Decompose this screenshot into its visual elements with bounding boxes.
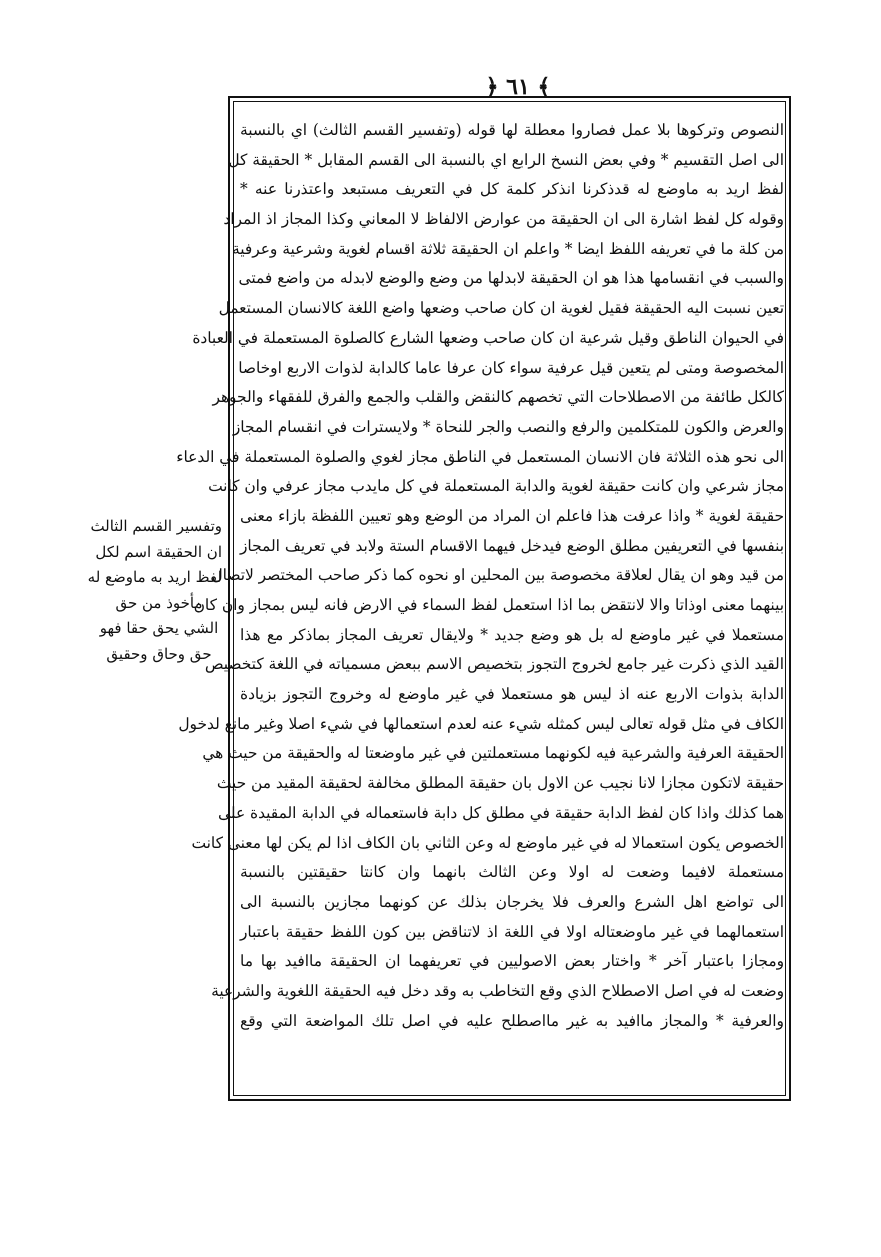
- text-line: بنفسها في التعريفين مطلق الوضع فيدخل فيهما الاقسام الستة ولابد في تعريف المجاز: [240, 536, 784, 555]
- text-line: الى نحو هذه الثلاثة فان الانسان المستعمل في الناطق مجاز لغوي والصلوة المستعملة في الدعاء: [176, 447, 784, 466]
- margin-note-line: وتفسير القسم الثالث: [90, 517, 222, 535]
- main-text: [176, 116, 784, 1096]
- text-line: مستعملة لافيما وضعت له اولا وعن الثالث بانهما وان كانتا حقيقتين بالنسبة: [240, 863, 784, 882]
- text-line: كالكل طائفة من الاصطلاحات التي تخصهم كالنقض والقلب والجمع والفرق للفقهاء والجوهر: [212, 388, 784, 407]
- text-line: والسبب في انقسامها هذا هو ان الحقيقة لابدلها من وضع والوضع لابدله من واضع فمتى: [238, 269, 784, 288]
- text-line: من كلة ما في تعريفه اللفظ ايضا * واعلم ان الحقيقة ثلاثة اقسام لغوية وشرعية وعرفية: [231, 239, 784, 258]
- text-line: مستعملا في غير ماوضع له بل هو وضع جديد * ولايقال تعريف المجاز بماذكر مع هذا: [240, 625, 784, 644]
- text-line: القيد الذي ذكرت غير جامع لخروج التجوز بتخصيص الاسم ببعض مسمياته في اللغة كتخصيص: [204, 655, 784, 674]
- text-line: المخصوصة ومتى لم يتعين قيل عرفية سواء كان عرفا عاما كالدابة لذوات الاربع اوخاصا: [238, 358, 784, 377]
- text-line: النصوص وتركوها بلا عمل فصاروا معطلة لها قوله (وتفسير القسم الثالث) اي بالنسبة: [240, 121, 784, 139]
- text-line: بينهما معنى اوذاتا والا لانتقض بما اذا استعمل لفظ السماء في الارض فانه ليس بمجاز وان كان: [193, 596, 784, 614]
- text-line: الدابة بذوات الاربع عنه اذ ليس هو مستعملا في غير ماوضع له وخروج التجوز بزيادة: [240, 685, 784, 704]
- text-line: وضعت له في اصل الاصطلاح الذي وقع التخاطب به وقد دخل فيه الحقيقة اللغوية والشرعية: [211, 981, 784, 1000]
- text-line: لفظ اريد به ماوضع له قدذكرنا انذكر كلمة كل في التعريف مستبعد واعتذرنا عنه *: [240, 180, 784, 199]
- margin-note: [87, 514, 222, 667]
- text-line: في الحيوان الناطق وقيل شرعية ان كان صاحب وضعها الشارع كالصلوة المستعملة في العبادة: [192, 328, 784, 347]
- text-line: الى تواضع اهل الشرع والعرف فلا يخرجان بذلك عن كونهما مجازين بالنسبة الى: [240, 892, 784, 911]
- text-line: حقيقة لغوية * واذا عرفت هذا فاعلم ان المراد من الوضع وهو تعيين اللفظة بازاء معنى: [240, 506, 784, 525]
- text-line: مجاز شرعي وان كانت حقيقة لغوية والدابة المستعملة في كل مايدب مجاز عرفي وان كانت: [208, 477, 784, 496]
- text-line: من قيد وهو ان يقال لعلاقة مخصوصة بين المحلين او نحوه كما ذكر صاحب المختصر لاتصال: [211, 566, 784, 585]
- margin-note-line: لفظ اريد به ماوضع له: [87, 568, 222, 586]
- text-line: تعين نسبت اليه الحقيقة فقيل لغوية ان كان صاحب وضعها واضع اللغة كالانسان المستعمل: [218, 299, 784, 318]
- text-line: الخصوص يكون استعمالا له في غير ماوضع له وعن الثاني بان الكاف اذا لم يكن لها معنى كانت: [191, 833, 784, 852]
- text-line: ومجازا باعتبار آخر * واختار بعض الاصوليين في تعريفهما ان الحقيقة ماافيد بها ما: [240, 952, 784, 971]
- text-line: والعرض والكون للمتكلمين والرفع والنصب والجر للنحاة * ولايسترات في انقسام المجاز: [232, 417, 784, 436]
- text-line: الى اصل التقسيم * وفي بعض النسخ الرابع اي بالنسبة الى القسم المقابل * الحقيقة كل: [228, 150, 784, 169]
- margin-note-line: مأخوذ من حق: [115, 593, 203, 612]
- text-line: الكاف في مثل قوله تعالى ليس كمثله شيء عنه لعدم استعمالها في شيء اصلا وغير مانع لدخول: [178, 714, 784, 733]
- text-line: حقيقة لاتكون مجازا لانا نجيب عن الاول بان حقيقة المطلق مخالفة لحقيقة المقيد من حيث: [216, 774, 784, 793]
- text-line: استعمالهما في غير ماوضعتاله اولا في اللغة اذ لاتناقض بين كون اللفظ حقيقة باعتبار: [240, 922, 784, 941]
- margin-note-line: الشي يحق حقا فهو: [99, 619, 219, 637]
- page-number: ﴿ ٦١ ﴾: [485, 74, 551, 100]
- margin-note-line: ان الحقيقة اسم لكل: [95, 542, 222, 561]
- text-line: هما كذلك واذا كان لفظ الدابة حقيقة في مطلق كل دابة فاستعماله في الدابة المقيدة على: [218, 803, 784, 822]
- text-line: وقوله كل لفظ اشارة الى ان الحقيقة من عوارض الالفاظ لا المعاني وكذا المجاز اذ المراد: [223, 210, 784, 229]
- text-line: والعرفية * والمجاز ماافيد به غير مااصطلح عليه في اصل تلك المواضعة التي وقع: [240, 1011, 784, 1030]
- text-line: الحقيقة العرفية والشرعية فيه لكونهما مستعملتين في غير ماوضعتا له والحقيقة من حيث هي: [202, 744, 784, 763]
- margin-note-line: حق وحاق وحقيق: [106, 644, 212, 663]
